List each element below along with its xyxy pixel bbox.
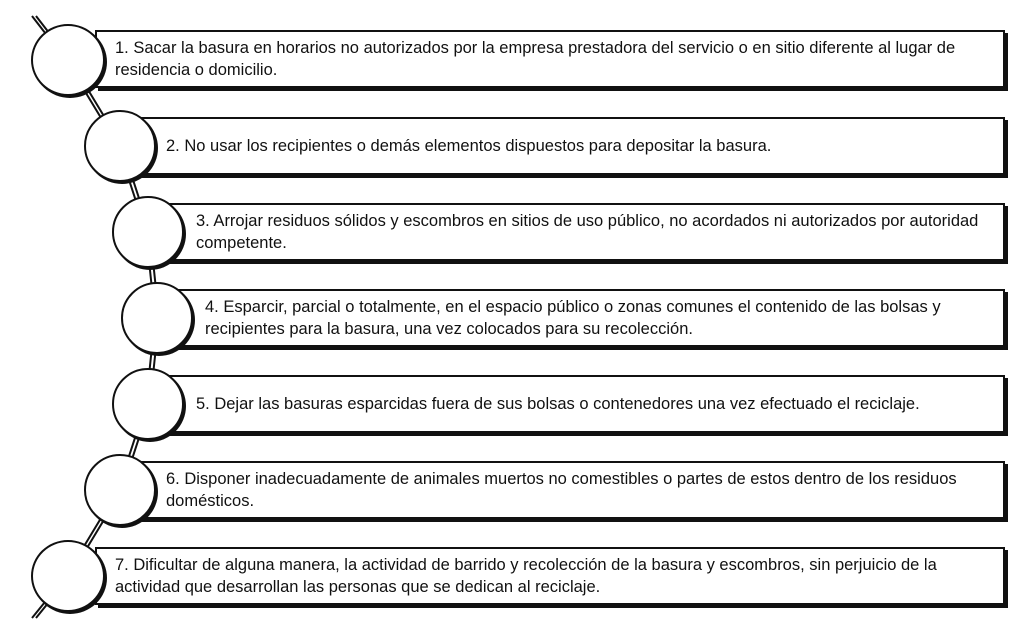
- step-box-1: [95, 30, 1005, 88]
- step-text-4: 4. Esparcir, parcial o totalmente, en el espacio público o zonas comunes el contenido de las bolsas y recipientes para la basura, una vez colocados para su recolección.: [205, 298, 941, 338]
- step-bullet-2: [84, 110, 156, 182]
- step-box-6: [136, 461, 1005, 519]
- step-text-1: 1. Sacar la basura en horarios no autorizados por la empresa prestadora del servicio o en sitio diferente al lugar de residencia o domicilio.: [115, 39, 956, 79]
- step-text-7: 7. Dificultar de alguna manera, la actividad de barrido y recolección de la basura y escombros, sin perjuicio de la actividad que desarrollan las personas que se dedican al reciclaje.: [115, 556, 937, 596]
- step-text-6: 6. Disponer inadecuadamente de animales muertos no comestibles o partes de estos dentro de los residuos domésticos.: [166, 470, 957, 510]
- step-bullet-7: [31, 540, 105, 612]
- step-box-3: [166, 203, 1005, 261]
- step-bullet-1: [31, 24, 105, 96]
- step-text-5: 5. Dejar las basuras esparcidas fuera de sus bolsas o contenedores una vez efectuado el reciclaje.: [196, 395, 920, 413]
- step-bullet-3: [112, 196, 184, 268]
- step-text-3: 3. Arrojar residuos sólidos y escombros en sitios de uso público, no acordados ni autorizados por autoridad competente.: [196, 212, 979, 252]
- step-box-4: [175, 289, 1005, 347]
- step-box-7: [95, 547, 1005, 605]
- step-box-2: [136, 117, 1005, 175]
- step-box-5: [166, 375, 1005, 433]
- step-bullet-6: [84, 454, 156, 526]
- step-bullet-5: [112, 368, 184, 440]
- step-bullet-4: [121, 282, 193, 354]
- step-text-2: 2. No usar los recipientes o demás elementos dispuestos para depositar la basura.: [166, 137, 772, 155]
